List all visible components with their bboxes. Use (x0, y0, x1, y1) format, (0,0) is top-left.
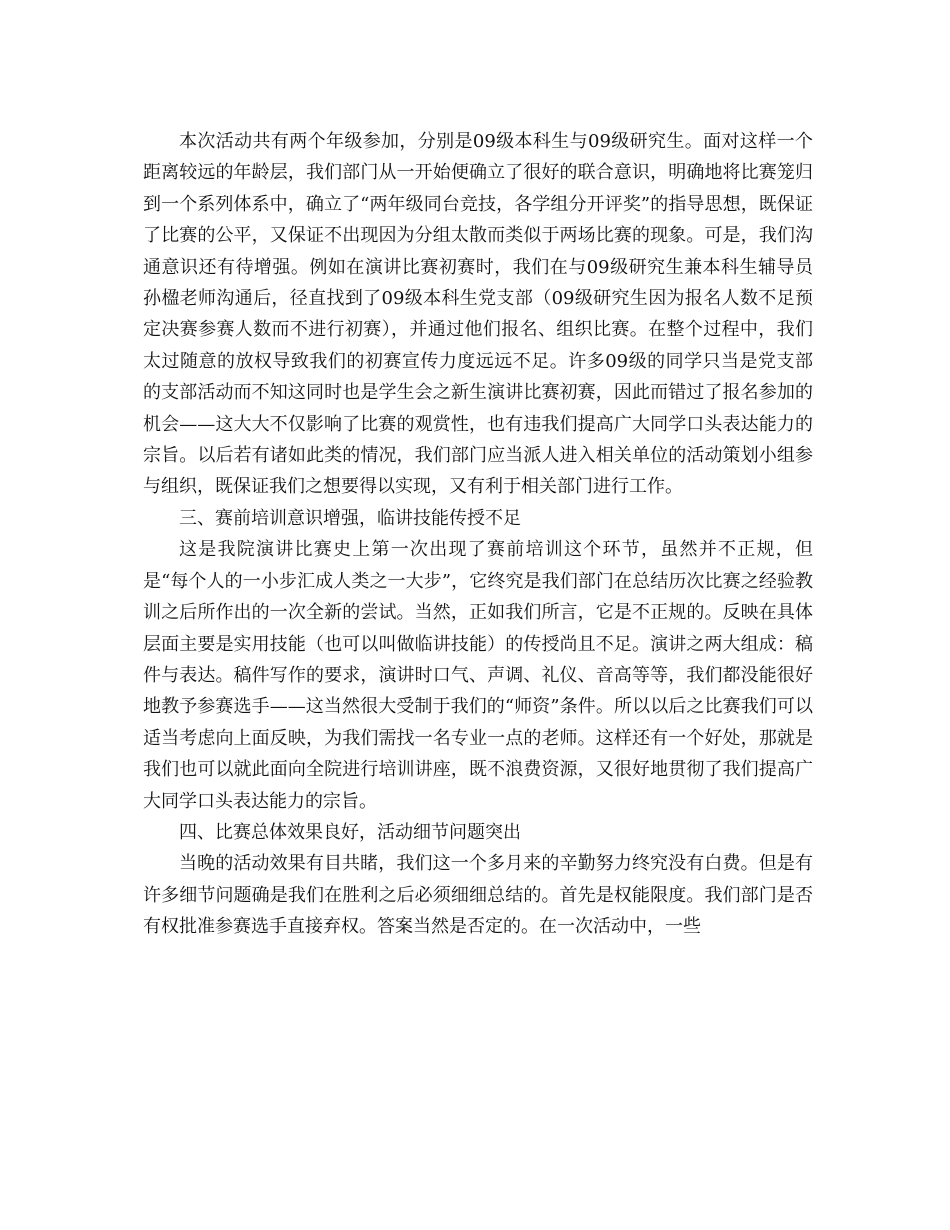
paragraph-overall-effect: 当晚的活动效果有目共睹，我们这一个多月来的辛勤努力终究没有白费。但是有许多细节问题确是我们在胜利之后必须细细总结的。首先是权能限度。我们部门是否有权批准参赛选手直接弃权。答案当然是否定的。在一次活动中，一些 (143, 853, 813, 938)
document-body (143, 126, 813, 943)
paragraph-training: 这是我院演讲比赛史上第一次出现了赛前培训这个环节，虽然并不正规，但是“每个人的一小步汇成人类之一大步”，它终究是我们部门在总结历次比赛之经验教训之后所作出的一次全新的尝试。当然，正如我们所言，它是不正规的。反映在具体层面主要是实用技能（也可以叫做临讲技能）的传授尚且不足。演讲之两大组成：稿件与表达。稿件写作的要求，演讲时口气、声调、礼仪、音高等等，我们都没能很好地教予参赛选手——这当然很大受制于我们的“师资”条件。所以以后之比赛我们可以适当考虑向上面反映，为我们需找一名专业一点的老师。这样还有一个好处，那就是我们也可以就此面向全院进行培训讲座，既不浪费资源，又很好地贯彻了我们提高广大同学口头表达能力的宗旨。 (143, 539, 813, 812)
section-heading-training: 三、赛前培训意识增强，临讲技能传授不足 (179, 507, 521, 529)
paragraph-grade-participation: 本次活动共有两个年级参加，分别是09级本科生与09级研究生。面对这样一个距离较远的年龄层，我们部门从一开始便确立了很好的联合意识，明确地将比赛笼归到一个系列体系中，确立了“两年级同台竞技，各学组分开评奖”的指导思想，既保证了比赛的公平，又保证不出现因为分组太散而类似于两场比赛的现象。可是，我们沟通意识还有待增强。例如在演讲比赛初赛时，我们在与09级研究生兼本科生辅导员孙楹老师沟通后，径直找到了09级本科生党支部（09级研究生因为报名人数不足预定决赛参赛人数而不进行初赛），并通过他们报名、组织比赛。在整个过程中，我们太过随意的放权导致我们的初赛宣传力度远远不足。许多09级的同学只当是党支部的支部活动而不知这同时也是学生会之新生演讲比赛初赛，因此而错过了报名参加的机会——这大大不仅影响了比赛的观赏性，也有违我们提高广大同学口头表达能力的宗旨。以后若有诸如此类的情况，我们部门应当派人进入相关单位的活动策划小组参与组织，既保证我们之想要得以实现，又有利于相关部门进行工作。 (143, 131, 813, 498)
section-heading-overall-effect: 四、比赛总体效果良好，活动细节问题突出 (179, 821, 521, 843)
